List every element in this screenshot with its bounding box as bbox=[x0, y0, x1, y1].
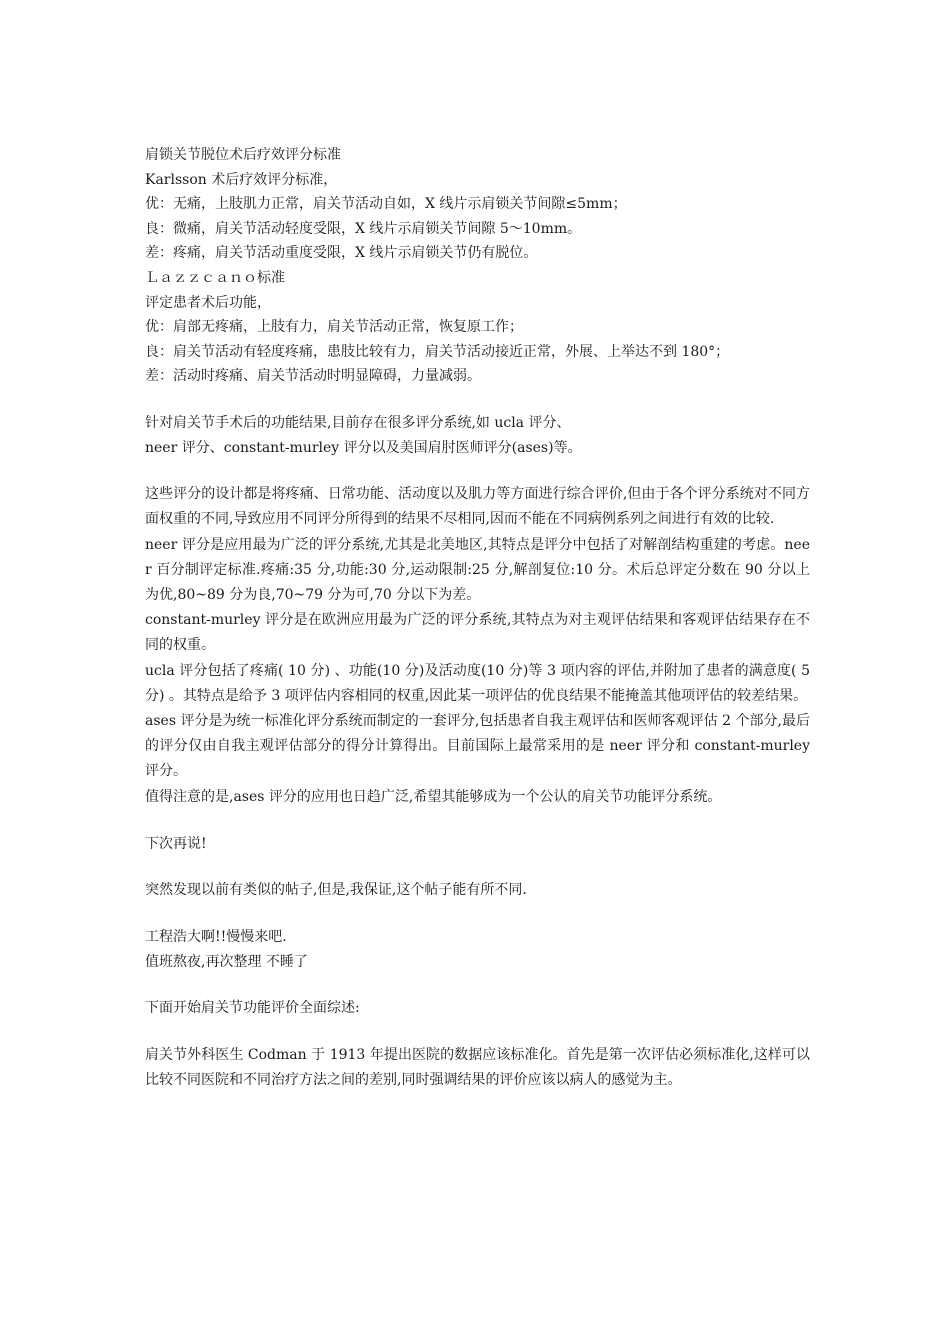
document-body bbox=[145, 143, 810, 1093]
see-you-next-line: 下次再说! bbox=[145, 835, 207, 852]
codman-paragraph: 肩关节外科医生 Codman 于 1913 年提出医院的数据应该标准化。首先是第一次评估必须标准化,这样可以比较不同医院和不同治疗方法之间的差别,同时强调结果的评价应该以病人的感觉为主。 bbox=[145, 1046, 810, 1088]
spacer bbox=[145, 389, 810, 411]
neer-paragraph: neer 评分是应用最为广泛的评分系统,尤其是北美地区,其特点是评分中包括了对解剖结构重建的考虑。neer 百分制评定标准.疼痛:35 分,功能:30 分,运动限制:25 分,解剖复位:10 分。术后总评定分数在 90 分以上为优,80~89 分为良,70~79 分为可,70 分以下为差。 bbox=[145, 536, 810, 603]
lazzcano-heading: Ｌａｚｚｃａｎｏ标准 bbox=[145, 269, 285, 286]
scoring-systems-intro-line2: neer 评分、constant-murley 评分以及美国肩肘医师评分(ases)等。 bbox=[145, 439, 582, 456]
spacer bbox=[145, 856, 810, 878]
found-similar-line: 突然发现以前有类似的帖子,但是,我保证,这个帖子能有所不同. bbox=[145, 882, 527, 899]
karlsson-good: 良：微痛，肩关节活动轻度受限，X 线片示肩锁关节间隙 5～10mm。 bbox=[145, 220, 582, 237]
karlsson-excellent: 优：无痛，上肢肌力正常，肩关节活动自如，X 线片示肩锁关节间隙≤5mm； bbox=[145, 196, 627, 213]
review-intro-line: 下面开始肩关节功能评价全面综述: bbox=[145, 1000, 360, 1017]
spacer bbox=[145, 460, 810, 482]
night-shift-line: 值班熬夜,再次整理 不睡了 bbox=[145, 953, 308, 970]
lazzcano-poor: 差：活动时疼痛、肩关节活动时明显障碍，力量减弱。 bbox=[145, 368, 481, 385]
lazzcano-subheading: 评定患者术后功能， bbox=[145, 294, 271, 311]
ases-paragraph: ases 评分是为统一标准化评分系统而制定的一套评分,包括患者自我主观评估和医师客观评估 2 个部分,最后的评分仅由自我主观评估部分的得分计算得出。目前国际上最常采用的是 neer 评分和 constant-murley 评分。 bbox=[145, 712, 810, 780]
big-project-line: 工程浩大啊!!慢慢来吧. bbox=[145, 928, 287, 945]
scoring-design-paragraph: 这些评分的设计都是将疼痛、日常功能、活动度以及肌力等方面进行综合评价,但由于各个评分系统对不同方面权重的不同,导致应用不同评分所得到的结果不尽相同,因而不能在不同病例系列之间进行有效的比较. bbox=[145, 486, 810, 528]
ases-note-paragraph: 值得注意的是,ases 评分的应用也日趋广泛,希望其能够成为一个公认的肩关节功能评分系统。 bbox=[145, 788, 722, 805]
spacer bbox=[145, 1021, 810, 1043]
karlsson-heading: Karlsson 术后疗效评分标准， bbox=[145, 171, 338, 188]
lazzcano-good: 良：肩关节活动有轻度疼痛，患肢比较有力，肩关节活动接近正常，外展、上举达不到 180°； bbox=[145, 343, 730, 360]
scoring-systems-intro-line1: 针对肩关节手术后的功能结果,目前存在很多评分系统,如 ucla 评分、 bbox=[145, 414, 571, 431]
document-title: 肩锁关节脱位术后疗效评分标准 bbox=[145, 147, 341, 163]
ucla-paragraph: ucla 评分包括了疼痛( 10 分) 、功能(10 分)及活动度(10 分)等 3 项内容的评估,并附加了患者的满意度( 5 分) 。其特点是给予 3 项评估内容相同的权重,因此某一项评估的优良结果不能掩盖其他项评估的较差结果。 bbox=[145, 662, 810, 704]
spacer bbox=[145, 810, 810, 832]
karlsson-poor: 差：疼痛，肩关节活动重度受限，X 线片示肩锁关节仍有脱位。 bbox=[145, 245, 538, 262]
lazzcano-excellent: 优：肩部无疼痛，上肢有力，肩关节活动正常，恢复原工作； bbox=[145, 319, 523, 336]
spacer bbox=[145, 974, 810, 996]
constant-murley-paragraph: constant-murley 评分是在欧洲应用最为广泛的评分系统,其特点为对主观评估结果和客观评估结果存在不同的权重。 bbox=[145, 612, 810, 654]
spacer bbox=[145, 903, 810, 925]
